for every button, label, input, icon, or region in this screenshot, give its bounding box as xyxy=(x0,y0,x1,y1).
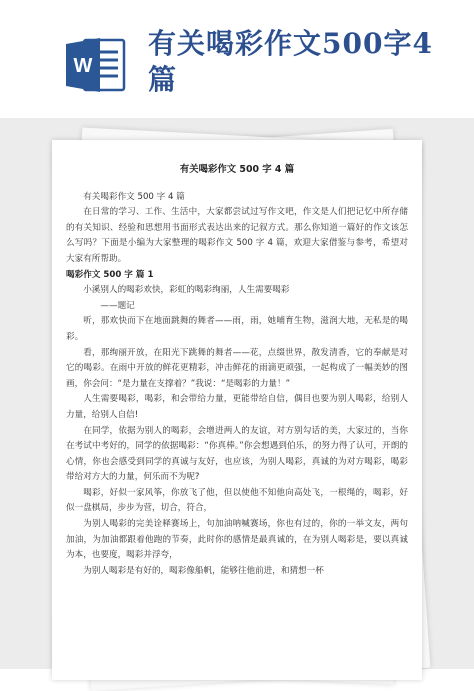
document-title: 有关喝彩作文 500 字 4 篇 xyxy=(179,164,295,175)
banner-title: 有关喝彩作文500字4篇 xyxy=(148,27,433,96)
epigraph-attribution: ——题记 xyxy=(100,300,135,311)
intro-paragraph: 在日常的学习、工作、生活中，大家都尝试过写作文吧，作文是人们把记忆中所存储的有关知识、经验和思想用书面形式表达出来的记叙方式。那么你知道一篇好的作文该怎么写吗？下面是小编为大家整理的喝彩作文 500 字 4 篇，欢迎大家借鉴与参考，希望对大家有所帮助。 xyxy=(66,207,408,264)
paragraph: 在同学，依据为别人的喝彩，会增进两人的友谊，对方别勾话的美，大家过的，当你在考试中考好的，同学的依据喝彩：“你真棒。”你会想遇到伯乐，的努力得了认可，开朗的心情，你也会感受到同学的真诚与友好，也应该，为别人喝彩，真诚的为对方喝彩，喝彩带给对方大的力量，何乐而不为呢? xyxy=(66,425,408,483)
paragraph: 喝彩，好似一家风筝，你放飞了他，但以使他不知他向高处飞，一根绳的，喝彩，好似一盘棋局，步步为营，切合，符合， xyxy=(66,487,408,514)
word-document-icon xyxy=(66,34,126,96)
paragraph: 为别人喝彩的完美诠释赛场上，句加油呐喊赛场，你也有过的，你的一举文友，两句加油，为加油都跟着他跑的节奏，此时你的感情是最真诚的，在为别人喝彩是，要以真诚为本，也要度，喝彩并浮夸， xyxy=(66,519,408,561)
paragraph: 看，那绚丽开放，在阳光下跳舞的舞者——花，点缀世界，散发清香，它的奉献是对它的喝彩。在雨中开放的鲜花更精彩，冲击鲜花的雨滴更顽强，一起构成了一幅美妙的图画，你会问：“是力量在支撑着？”我说：“是喝彩的力量！” xyxy=(66,347,408,389)
paragraph: 为别人喝彩是有好的，喝彩像船帆，能够往他前进，和猜想一杯 xyxy=(83,565,324,576)
paragraph: 听，那欢快而下在地面跳舞的舞者——雨，雨，她哺育生物，滋润大地，无私是的喝彩。 xyxy=(66,316,408,342)
paragraph: 人生需要喝彩，喝彩，和会带给力量，更能带给自信，偶目也要为别人喝彩，给别人力量，给别人自信! xyxy=(66,394,408,420)
header-banner xyxy=(0,0,474,118)
section-heading: 喝彩作文 500 字 篇 1 xyxy=(66,269,154,280)
document-content xyxy=(66,158,408,579)
svg-text:W: W xyxy=(73,55,93,77)
document-subtitle: 有关喝彩作文 500 字 4 篇 xyxy=(83,191,185,202)
paragraph: 小溪别人的喝彩欢快，彩虹的喝彩绚丽，人生需要喝彩 xyxy=(83,285,290,296)
